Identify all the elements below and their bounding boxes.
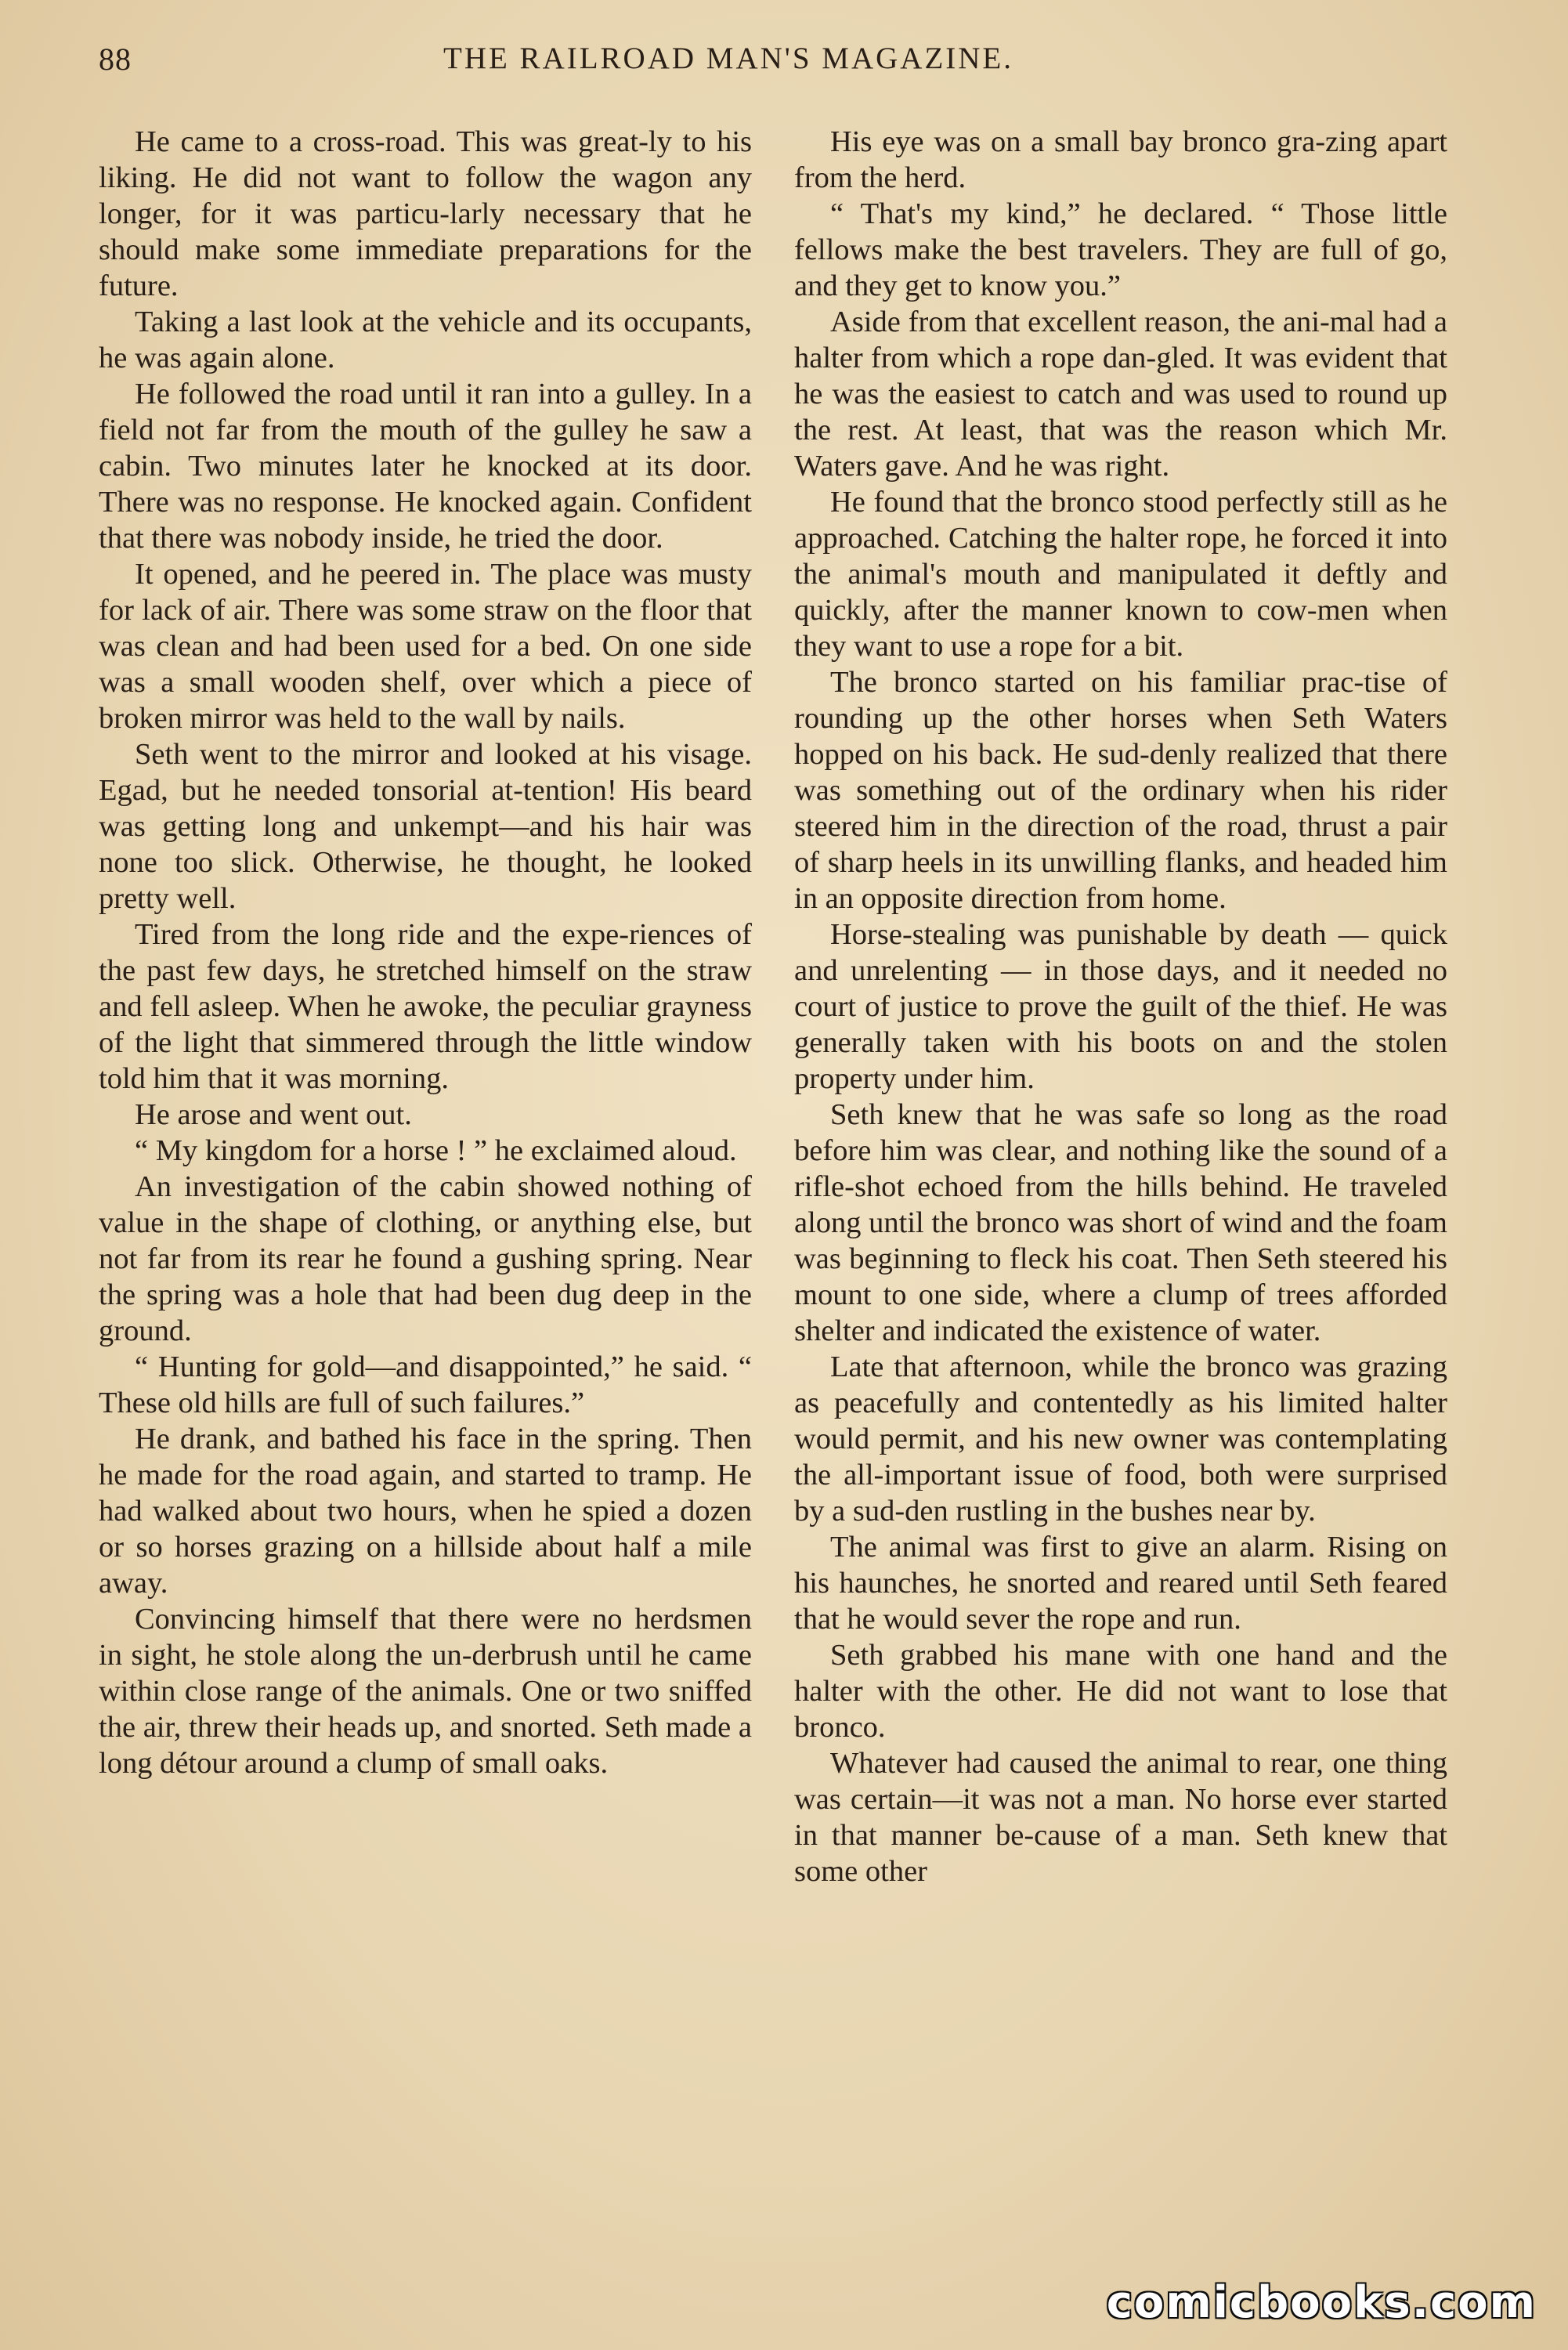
paragraph: Late that afternoon, while the bronco was grazing as peacefully and contentedly as his limited halter would permit, and his new owner was contemplating the all-important issue of food, both were surprised by a sud-den rustling in the bushes near by.: [794, 1350, 1447, 1528]
paragraph: An investigation of the cabin showed nothing of value in the shape of clothing, or anything else, but not far from its rear he found a gushing spring. Near the spring was a hole that had been dug deep in the ground.: [99, 1170, 752, 1347]
paragraph: Seth knew that he was safe so long as the road before him was clear, and nothing like the sound of a rifle-shot echoed from the hills behind. He traveled along until the bronco was short of wind and the foam was beginning to fleck his coat. Then Seth steered his mount to one side, where a clump of trees afforded shelter and indicated the existence of water.: [794, 1098, 1447, 1347]
paragraph: It opened, and he peered in. The place was musty for lack of air. There was some straw on the floor that was clean and had been used for a bed. On one side was a small wooden shelf, over which a piece of broken mirror was held to the wall by nails.: [99, 558, 752, 735]
paragraph: Taking a last look at the vehicle and its occupants, he was again alone.: [99, 306, 752, 374]
paragraph: He drank, and bathed his face in the spring. Then he made for the road again, and started to tramp. He had walked about two hours, when he spied a dozen or so horses grazing on a hillside about half a mile away.: [99, 1423, 752, 1600]
paragraph: He arose and went out.: [135, 1098, 412, 1131]
paragraph: The bronco started on his familiar prac-tise of rounding up the other horses when Seth Waters hopped on his back. He sud-denly realized that there was something out of the ordinary when his rider steered him in the direction of the road, thrust a pair of sharp heels in its unwilling flanks, and headed him in an opposite direction from home.: [794, 666, 1447, 915]
paragraph: He followed the road until it ran into a gulley. In a field not far from the mouth of the gulley he saw a cabin. Two minutes later he knocked at its door. There was no response. He knocked again. Confident that there was nobody inside, he tried the door.: [99, 378, 752, 555]
paragraph: “ That's my kind,” he declared. “ Those little fellows make the best travelers. They are full of go, and they get to know you.”: [794, 197, 1447, 302]
left-column: [99, 124, 752, 1781]
paragraph: “ Hunting for gold—and disappointed,” he said. “ These old hills are full of such failures.”: [99, 1350, 752, 1419]
paragraph: Seth grabbed his mane with one hand and the halter with the other. He did not want to lose that bronco.: [794, 1639, 1447, 1744]
running-head: THE RAILROAD MAN'S MAGAZINE.: [443, 42, 1013, 75]
paragraph: Seth went to the mirror and looked at his visage. Egad, but he needed tonsorial at-tention! His beard was getting long and unkempt—and his hair was none too slick. Otherwise, he thought, he looked pretty well.: [99, 738, 752, 915]
paragraph: Whatever had caused the animal to rear, one thing was certain—it was not a man. No horse ever started in that manner be-cause of a man. Seth knew that some other: [794, 1747, 1447, 1888]
paragraph: “ My kingdom for a horse ! ” he exclaimed aloud.: [135, 1134, 737, 1167]
text-columns: [99, 124, 1469, 2207]
paragraph: The animal was first to give an alarm. Rising on his haunches, he snorted and reared until Seth feared that he would sever the rope and run.: [794, 1531, 1447, 1636]
paragraph: He came to a cross-road. This was great-ly to his liking. He did not want to follow the wagon any longer, for it was particu-larly necessary that he should make some immediate preparations for the future.: [99, 125, 752, 302]
paragraph: Convincing himself that there were no herdsmen in sight, he stole along the un-derbrush until he came within close range of the animals. One or two sniffed the air, threw their heads up, and snorted. Seth made a long détour around a clump of small oaks.: [99, 1603, 752, 1780]
right-column: [794, 124, 1447, 1889]
paragraph: He found that the bronco stood perfectly still as he approached. Catching the halter rope, he forced it into the animal's mouth and manipulated it deftly and quickly, after the manner known to cow-men when they want to use a rope for a bit.: [794, 486, 1447, 663]
page-number: 88: [99, 42, 132, 77]
page-header: [99, 41, 1461, 88]
paragraph: Aside from that excellent reason, the ani-mal had a halter from which a rope dan-gled. It was evident that he was the easiest to catch and was used to round up the rest. At least, that was the reason which Mr. Waters gave. And he was right.: [794, 306, 1447, 483]
paragraph: His eye was on a small bay bronco gra-zing apart from the herd.: [794, 125, 1447, 194]
paragraph: Tired from the long ride and the expe-riences of the past few days, he stretched himself on the straw and fell asleep. When he awoke, the peculiar grayness of the light that simmered through the little window told him that it was morning.: [99, 918, 752, 1095]
paragraph: Horse-stealing was punishable by death — quick and unrelenting — in those days, and it needed no court of justice to prove the guilt of the thief. He was generally taken with his boots on and the stolen property under him.: [794, 918, 1447, 1095]
watermark: comicbooks.com: [1106, 2277, 1537, 2328]
